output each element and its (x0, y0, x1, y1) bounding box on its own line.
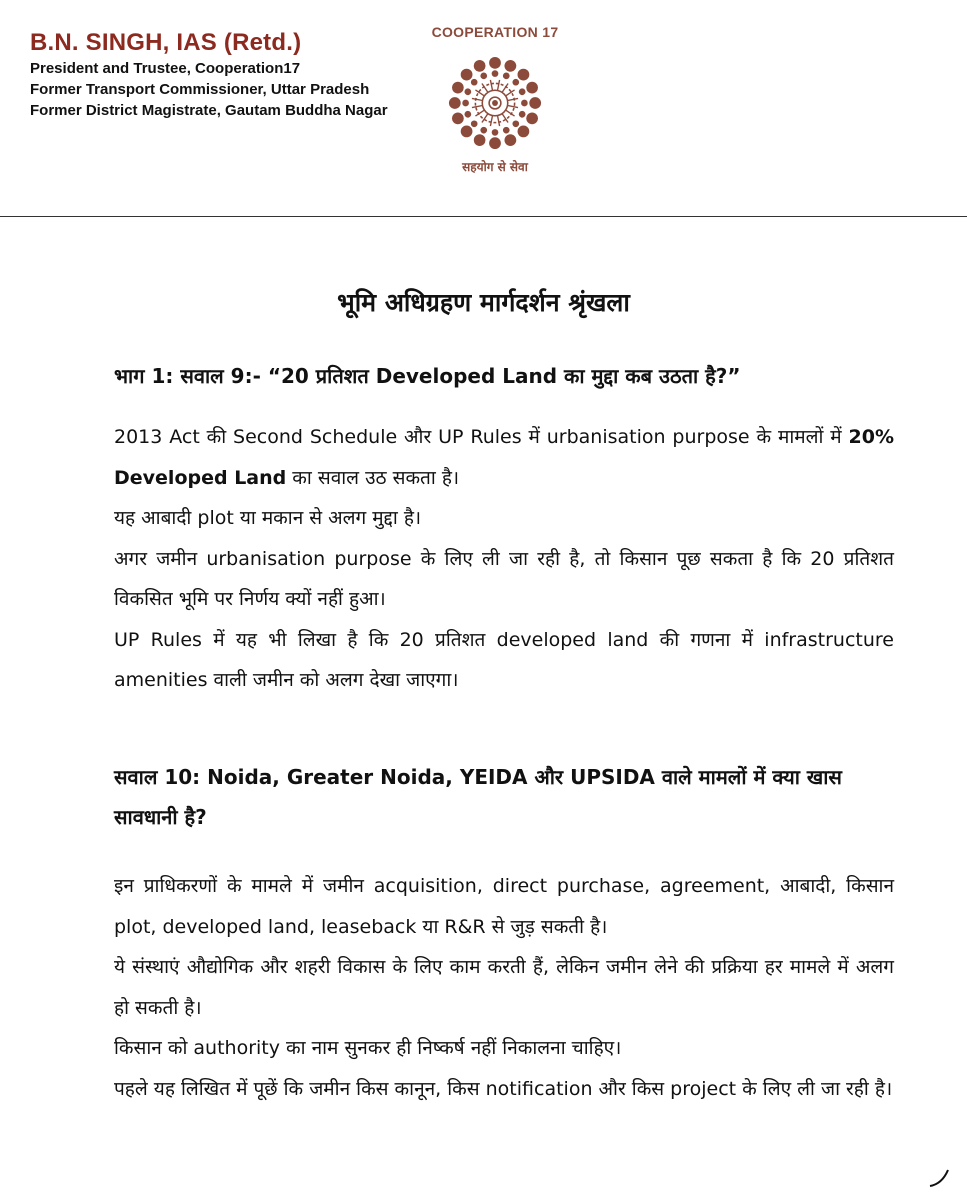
page-corner-mark-icon (928, 1168, 954, 1188)
letterhead-author (30, 28, 388, 121)
q10-paragraph-2: ये संस्थाएं औद्योगिक और शहरी विकास के लिए काम करती हैं, लेकिन जमीन लेने की प्रक्रिया हर मामले में अलग हो सकती है। (114, 956, 894, 1019)
author-name: B.N. SINGH, IAS (Retd.) (30, 29, 302, 56)
q9-paragraph-1 (114, 417, 894, 498)
question-10-heading: सवाल 10: Noida, Greater Noida, YEIDA और UPSIDA वाले मामलों में क्या खास सावधानी है? (114, 765, 842, 829)
q9-p1-text-end: का सवाल उठ सकता है। (286, 466, 460, 489)
organization-name: COOPERATION 17 (431, 24, 559, 40)
author-role-2: Former Transport Commissioner, Uttar Pradesh (30, 81, 370, 98)
author-role-1: President and Trustee, Cooperation17 (30, 60, 301, 77)
question-10-body (114, 866, 894, 1109)
series-title: भूमि अधिग्रहण मार्गदर्शन श्रृंखला (337, 288, 630, 317)
q10-paragraph-1: इन प्राधिकरणों के मामले में जमीन acquisition, direct purchase, agreement, आबादी, किसान plot, developed land, leaseback या R&R से जुड़ सकती है। (114, 875, 894, 938)
q9-paragraph-2: यह आबादी plot या मकान से अलग मुद्दा है। (114, 507, 422, 529)
q9-paragraph-4: UP Rules में यह भी लिखा है कि 20 प्रतिशत developed land की गणना में infrastructure amenities वाली जमीन को अलग देखा जाएगा। (114, 628, 894, 691)
organization-block (410, 24, 580, 175)
q9-paragraph-3: अगर जमीन urbanisation purpose के लिए ली जा रही है, तो किसान पूछ सकता है कि 20 प्रतिशत विकसित भूमि पर निर्णय क्यों नहीं हुआ। (114, 547, 894, 610)
mandala-logo-icon (446, 54, 544, 152)
question-9-heading: भाग 1: सवाल 9:- “20 प्रतिशत Developed Land का मुद्दा कब उठता है?” (114, 364, 741, 388)
q10-paragraph-3: किसान को authority का नाम सुनकर ही निष्कर्ष नहीं निकालना चाहिए। (114, 1037, 622, 1059)
question-9-body (114, 417, 894, 701)
organization-tagline: सहयोग से सेवा (462, 160, 528, 174)
author-role-3: Former District Magistrate, Gautam Buddha Nagar (30, 102, 388, 119)
q9-p1-highlight: 20% Developed Land (114, 426, 894, 489)
header-divider (0, 216, 967, 217)
q9-p1-text: 2013 Act की Second Schedule और UP Rules में urbanisation purpose के मामलों में (114, 426, 849, 448)
q10-paragraph-4: पहले यह लिखित में पूछें कि जमीन किस कानून, किस notification और किस project के लिए ली जा रही है। (114, 1077, 893, 1100)
